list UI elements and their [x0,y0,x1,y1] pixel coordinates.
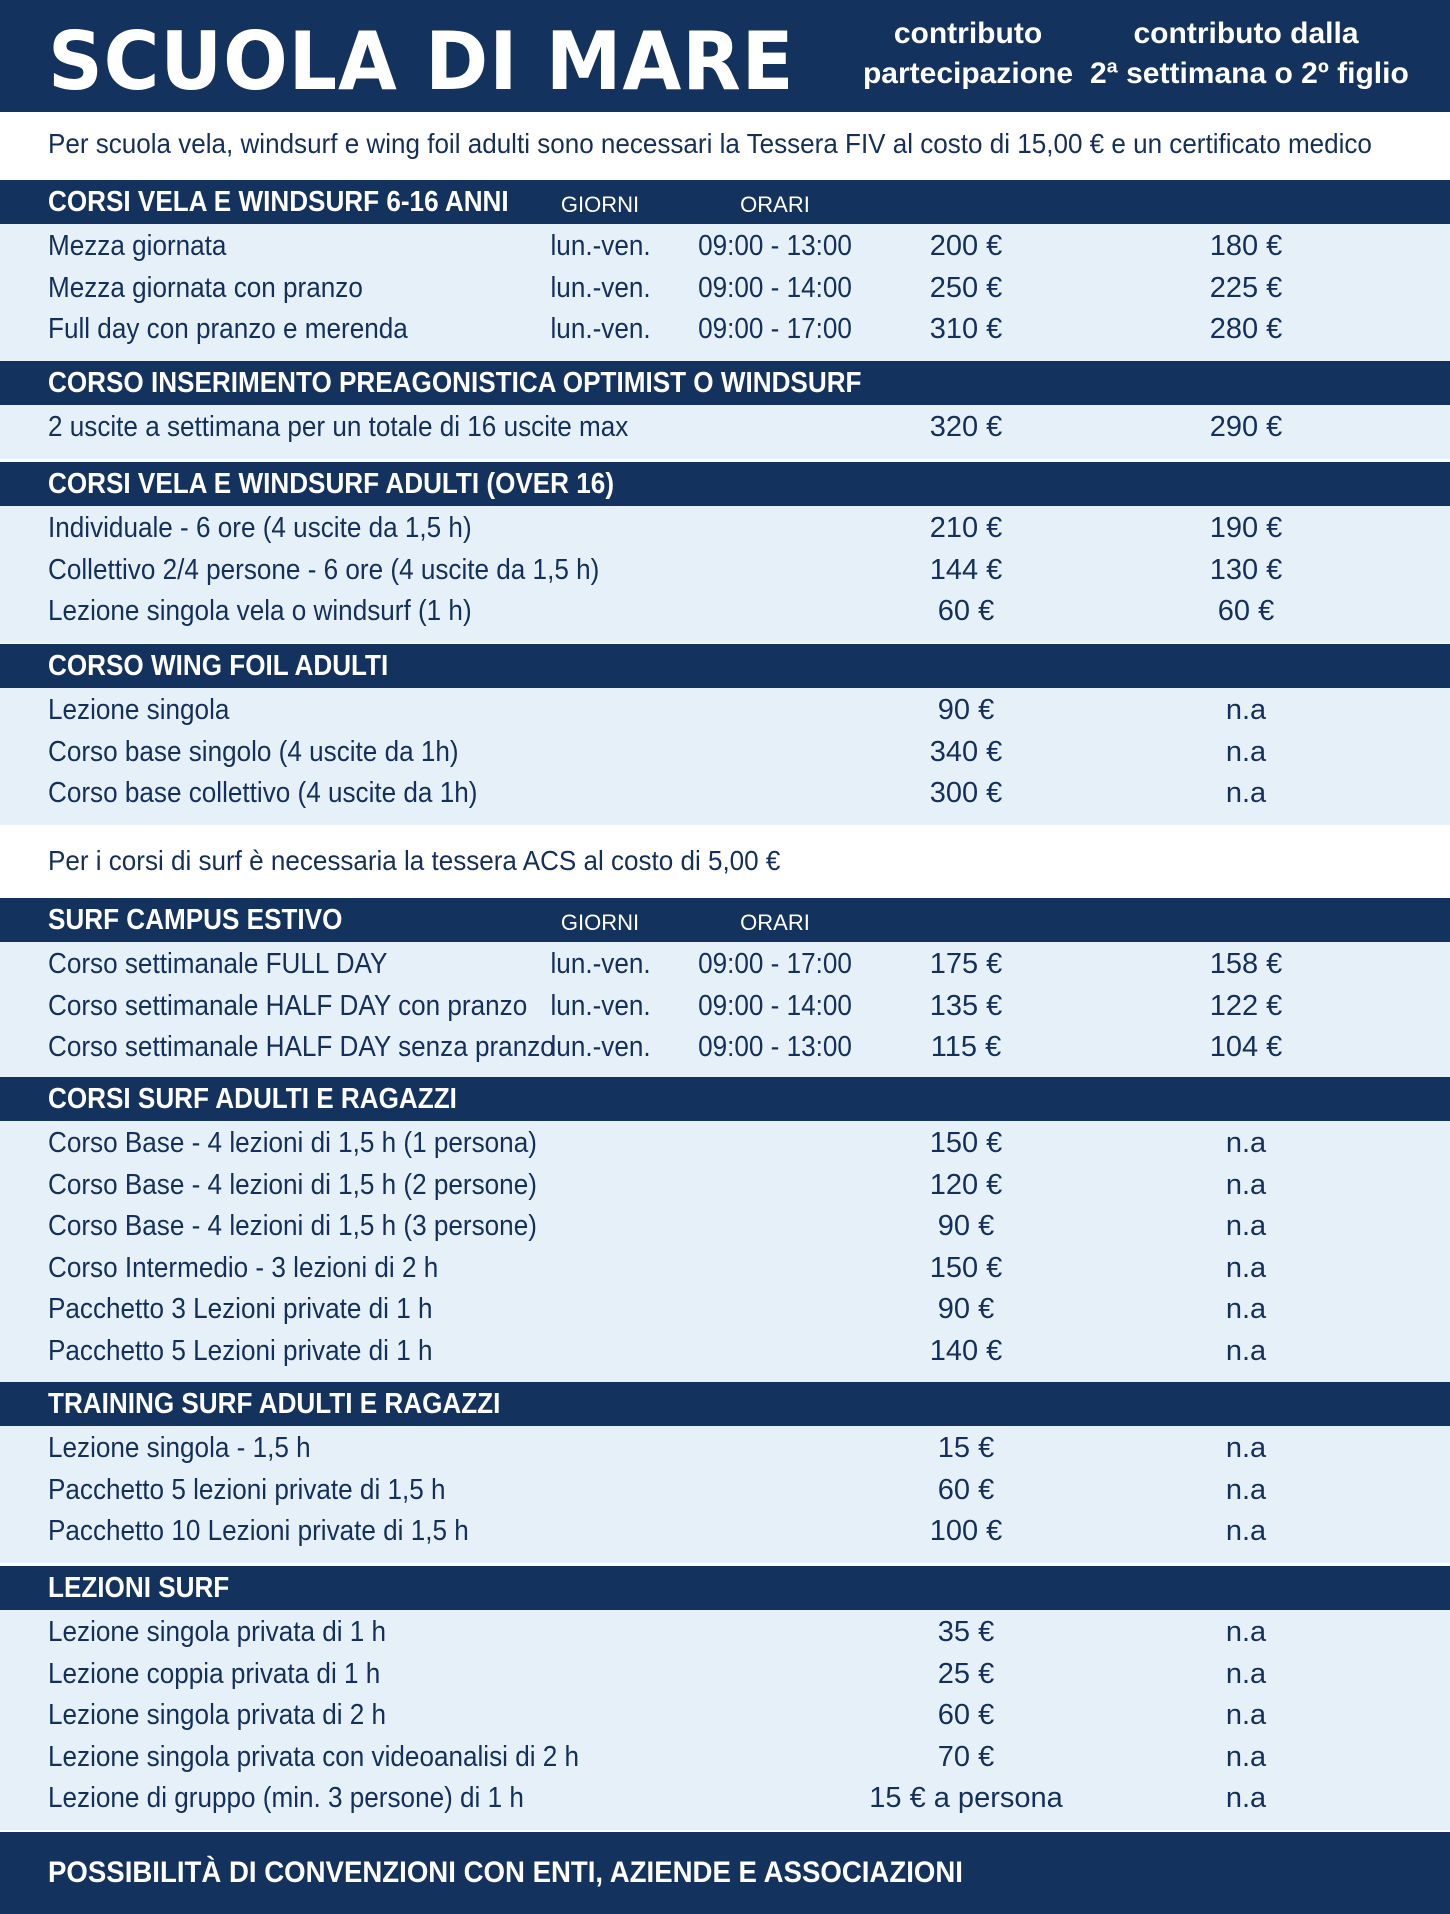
section [0,462,1450,643]
course-label: Lezione singola privata di 1 h [48,1616,387,1648]
price-participation: 340 € [929,735,1003,768]
price-second-week: n.a [1225,1127,1267,1159]
course-time: 09:00 - 17:00 [698,948,852,980]
section-rows [0,405,1450,449]
course-label: Lezione singola - 1,5 h [48,1432,311,1464]
section-header [0,644,1450,688]
course-days: lun.-ven. [550,313,651,345]
price-participation: 320 € [929,411,1003,443]
course-label: Corso Base - 4 lezioni di 1,5 h (2 persone) [48,1168,537,1201]
section-rows [0,506,1450,633]
column-header-contribution [858,14,1078,94]
section-header [0,361,1450,405]
course-days: lun.-ven. [550,989,651,1022]
price-participation: 150 € [929,1251,1003,1284]
course-label: Individuale - 6 ore (4 uscite da 1,5 h) [48,512,472,544]
price-row [0,1612,1450,1654]
course-label: Corso Base - 4 lezioni di 1,5 h (3 persone) [48,1210,537,1242]
section-title: CORSI VELA E WINDSURF 6-16 ANNI [48,186,509,218]
price-second-week: 158 € [1209,948,1283,980]
section [0,644,1450,825]
price-participation: 25 € [937,1657,995,1690]
course-label: Mezza giornata [48,230,227,262]
price-row [0,1331,1450,1373]
price-second-week: n.a [1225,1251,1267,1284]
course-days: lun.-ven. [550,230,651,262]
price-second-week: n.a [1225,735,1267,768]
price-row [0,1027,1450,1069]
price-row [0,226,1450,268]
price-participation: 100 € [929,1515,1003,1547]
price-row [0,1206,1450,1248]
price-row [0,1428,1450,1470]
price-participation: 150 € [929,1127,1003,1159]
price-participation: 60 € [937,595,995,627]
times-column-header: ORARI [740,910,810,935]
section-rows [0,1426,1450,1553]
course-label: Corso settimanale HALF DAY senza pranzo [48,1031,555,1063]
price-row [0,591,1450,633]
price-row [0,1470,1450,1512]
course-label: Lezione coppia privata di 1 h [48,1657,381,1690]
days-column-header: GIORNI [560,910,640,935]
section-rows [0,688,1450,815]
section-title: SURF CAMPUS ESTIVO [48,904,343,936]
price-row [0,773,1450,815]
course-time: 09:00 - 14:00 [698,271,852,304]
course-label: Corso settimanale FULL DAY [48,948,388,980]
price-participation: 60 € [937,1699,995,1731]
price-participation: 15 € a persona [869,1782,1063,1814]
price-second-week: n.a [1225,1334,1267,1367]
price-row [0,550,1450,592]
section-title: LEZIONI SURF [48,1572,230,1604]
price-row [0,986,1450,1028]
price-second-week: 122 € [1209,989,1283,1022]
price-second-week: n.a [1225,1782,1267,1814]
section-header [0,898,1450,942]
course-label: Full day con pranzo e merenda [48,313,408,345]
price-row [0,1737,1450,1779]
course-days: lun.-ven. [550,948,651,980]
course-time: 09:00 - 17:00 [698,313,852,345]
section-rows [0,224,1450,351]
course-label: Corso Intermedio - 3 lezioni di 2 h [48,1251,439,1284]
price-row [0,309,1450,351]
section-title: CORSI SURF ADULTI E RAGAZZI [48,1083,457,1115]
price-participation: 175 € [929,948,1003,980]
section-title: TRAINING SURF ADULTI E RAGAZZI [48,1388,501,1420]
section-rows [0,1610,1450,1820]
price-row [0,407,1450,449]
price-row [0,508,1450,550]
price-second-week: n.a [1225,694,1267,726]
section-header [0,1382,1450,1426]
price-second-week: n.a [1225,1473,1267,1506]
course-label: 2 uscite a settimana per un totale di 16 uscite max [48,411,629,443]
price-participation: 200 € [929,230,1003,262]
course-days: lun.-ven. [550,271,651,304]
price-second-week: n.a [1225,1699,1267,1731]
price-row [0,732,1450,774]
section-title: CORSO WING FOIL ADULTI [48,650,389,682]
course-label: Corso base collettivo (4 uscite da 1h) [48,777,478,809]
price-row [0,1289,1450,1331]
price-participation: 250 € [929,271,1003,304]
column-header-second-week [1090,14,1409,94]
price-participation: 15 € [937,1432,995,1464]
price-row [0,1248,1450,1290]
section-header [0,1077,1450,1121]
price-second-week: n.a [1225,1432,1267,1464]
price-second-week: n.a [1225,1616,1267,1648]
course-time: 09:00 - 14:00 [698,989,852,1022]
section [0,1382,1450,1563]
footer-banner [0,1832,1450,1914]
section [0,1566,1450,1830]
section [0,361,1450,459]
price-second-week: 280 € [1209,313,1283,345]
price-participation: 115 € [930,1031,1002,1063]
price-row [0,690,1450,732]
price-participation: 144 € [929,553,1003,586]
price-second-week: 180 € [1209,230,1283,262]
price-participation: 60 € [937,1473,995,1506]
price-second-week: n.a [1225,1168,1267,1201]
section-header [0,180,1450,224]
section [0,180,1450,361]
price-row [0,1165,1450,1207]
price-participation: 120 € [929,1168,1003,1201]
course-label: Collettivo 2/4 persone - 6 ore (4 uscite da 1,5 h) [48,553,600,586]
section-rows [0,942,1450,1069]
course-label: Corso settimanale HALF DAY con pranzo [48,989,528,1022]
price-second-week: n.a [1225,1293,1267,1325]
column-header-line: 2ª settimana o 2º figlio [1090,57,1409,90]
price-row [0,1778,1450,1820]
column-header-line: contributo dalla [1133,17,1359,50]
column-header-line: contributo [893,17,1043,50]
course-time: 09:00 - 13:00 [698,230,852,262]
price-second-week: 130 € [1209,553,1283,586]
price-participation: 310 € [929,313,1003,345]
notice-acs: Per i corsi di surf è necessaria la tessera ACS al costo di 5,00 € [48,845,781,876]
course-label: Lezione singola [48,694,230,726]
price-row [0,1511,1450,1553]
section-title: CORSO INSERIMENTO PREAGONISTICA OPTIMIST O WINDSURF [48,367,862,399]
section-rows [0,1121,1450,1372]
page-header [0,0,1450,112]
price-participation: 35 € [937,1616,995,1648]
price-participation: 90 € [937,1210,995,1242]
section [0,898,1450,1079]
section-header [0,462,1450,506]
page-title: SCUOLA DI MARE [48,15,795,108]
price-row [0,1123,1450,1165]
price-second-week: n.a [1225,1515,1267,1547]
price-participation: 70 € [937,1740,995,1773]
price-participation: 90 € [937,694,995,726]
days-column-header: GIORNI [560,192,640,217]
course-label: Corso base singolo (4 uscite da 1h) [48,735,459,768]
course-label: Corso Base - 4 lezioni di 1,5 h (1 persona) [48,1127,537,1159]
footer-text: POSSIBILITÀ DI CONVENZIONI CON ENTI, AZIENDE E ASSOCIAZIONI [48,1856,963,1889]
course-label: Pacchetto 5 lezioni private di 1,5 h [48,1473,446,1506]
price-participation: 210 € [929,512,1003,544]
price-row [0,944,1450,986]
price-row [0,268,1450,310]
course-label: Lezione singola vela o windsurf (1 h) [48,595,472,627]
price-second-week: n.a [1225,1740,1267,1773]
price-second-week: 60 € [1217,595,1275,627]
course-label: Mezza giornata con pranzo [48,271,363,304]
price-second-week: n.a [1225,1210,1267,1242]
course-label: Pacchetto 3 Lezioni private di 1 h [48,1293,433,1325]
price-second-week: n.a [1225,777,1267,809]
section [0,1077,1450,1382]
price-second-week: 190 € [1209,512,1283,544]
course-label: Pacchetto 10 Lezioni private di 1,5 h [48,1515,469,1547]
section-header [0,1566,1450,1610]
price-participation: 90 € [937,1293,995,1325]
times-column-header: ORARI [740,192,810,217]
price-row [0,1695,1450,1737]
course-label: Lezione singola privata con videoanalisi di 2 h [48,1740,580,1773]
section-title: CORSI VELA E WINDSURF ADULTI (OVER 16) [48,468,615,500]
course-time: 09:00 - 13:00 [698,1031,852,1063]
price-second-week: 290 € [1209,411,1283,443]
price-second-week: 225 € [1209,271,1283,304]
price-participation: 140 € [929,1334,1003,1367]
price-participation: 300 € [929,777,1003,809]
price-row [0,1654,1450,1696]
course-label: Pacchetto 5 Lezioni private di 1 h [48,1334,433,1367]
course-label: Lezione di gruppo (min. 3 persone) di 1 h [48,1782,524,1814]
price-second-week: 104 € [1209,1031,1283,1063]
price-second-week: n.a [1225,1657,1267,1690]
course-days: lun.-ven. [550,1031,651,1063]
price-participation: 135 € [929,989,1003,1022]
course-label: Lezione singola privata di 2 h [48,1699,387,1731]
notice-fiv: Per scuola vela, windsurf e wing foil adulti sono necessari la Tessera FIV al costo di 15,00 € e un certificato medico [48,128,1372,159]
column-header-line: partecipazione [862,57,1074,90]
